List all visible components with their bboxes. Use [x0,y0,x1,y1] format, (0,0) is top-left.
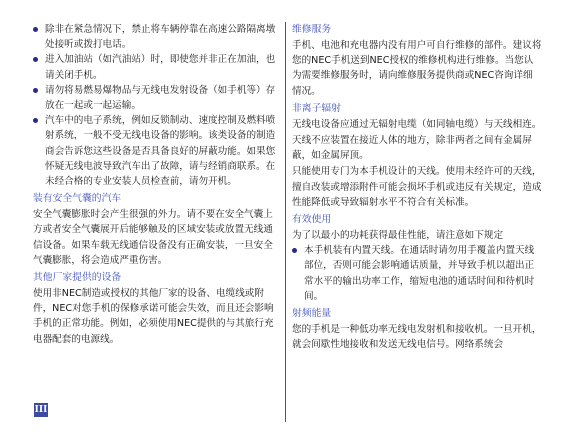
non-ionizing-p2: 天线不应装置在接近人体的地方，除非两者之间有金属屏蔽，如金属屏顶。 [292,135,532,162]
bullet-icon [33,57,38,62]
left-column [33,22,276,347]
efficient-use-intro: 为了以最小的功耗获得最佳性能，请注意如下规定 [292,230,504,242]
safety-bullet-list [33,22,276,189]
third-party-text: 使用非NEC制造或授权的其他厂家的设备、电缆线或附件，NEC对您手机的保修承诺可能会失效，而且还会影响手机的正常功能。例如，必须使用NEC提供的与其旅行充电器配套的电源线。 [33,288,274,345]
bullet-icon [33,118,38,123]
non-ionizing-p1: 无线电设备应通过无辐射电缆（如同轴电缆）与天线相连。 [292,118,542,130]
bullet-icon [292,248,297,253]
airbag-heading: 装有安全气囊的汽车 [33,193,122,205]
bullet-icon [33,27,38,32]
rf-energy-text: 您的手机是一种低功率无线电发射机和接收机。一旦开机，就会间歇性地接收和发送无线电信号。网络系统会 [292,324,542,351]
list-item: 汽车中的电子系统，例如反锁制动、速度控制及燃料喷射系统，一般不受无线电设备的影响。该类设备的制造商会告诉您这些设备是否具备良好的屏蔽功能。如果您怀疑无线电波导致汽车出了故障，请与经销商联系。在未经合格的专业安装人员检查前，请勿开机。 [33,113,276,189]
bullet-icon [33,88,38,93]
column-divider [285,22,286,422]
repair-text: 手机、电池和充电器内没有用户可自行维修的部件。建议将您的NEC手机送到NEC授权的维修机构进行维修。当您认为需要维修服务时，请向维修服务提供商或NEC咨询详细情况。 [292,40,542,97]
third-party-heading: 其他厂家提供的设备 [33,272,122,284]
non-ionizing-heading: 非离子辐射 [292,102,341,114]
efficient-use-heading: 有效使用 [292,214,332,226]
right-column [292,22,542,352]
list-item: 进入加油站（如汽油站）时，即使您并非正在加油，也请关闭手机。 [33,52,276,82]
list-item: 请勿将易燃易爆物品与无线电发射设备（如手机等）存放在一起或一起运输。 [33,83,276,113]
airbag-text: 安全气囊膨胀时会产生很强的外力。请不要在安全气囊上方或者安全气囊展开后能够触及的区域安装或放置无线通信设备。如果车载无线通信设备没有正确安装，一旦安全气囊膨胀，将会造成严重伤害。 [33,209,273,266]
repair-heading: 维修服务 [292,24,332,35]
non-ionizing-p3: 只能使用专门为本手机设计的天线。使用未经许可的天线，擅自改装或增添附件可能会损坏手机或违反有关规定，造成性能降低或导致辐射水平不符合有关标准。 [292,166,542,208]
list-item: 除非在紧急情况下，禁止将车辆停靠在高速公路隔离墩处接听或拨打电话。 [33,22,276,52]
list-item: 本手机装有内置天线。在通话时请勿用手覆盖内置天线部位，否则可能会影响通话质量，并导致手机以超出正常水平的输出功率工作，缩短电池的通话时间和待机时间。 [292,243,542,304]
page-number: III [34,405,48,415]
rf-energy-heading: 射频能量 [292,308,332,320]
efficient-use-list [292,243,542,304]
